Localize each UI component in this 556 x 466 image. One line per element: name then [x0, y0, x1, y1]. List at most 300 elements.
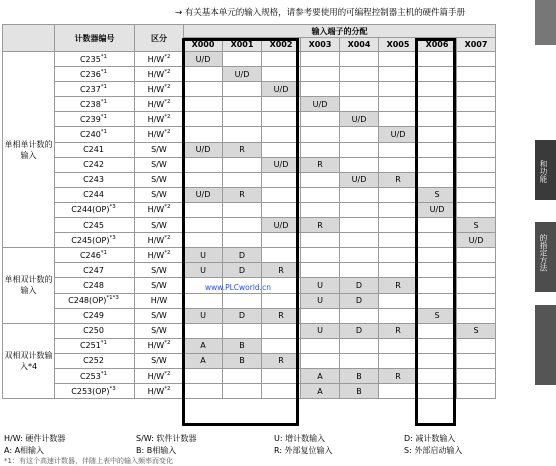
side-tab-dark[interactable]: [535, 0, 556, 45]
counter-category: [135, 82, 184, 97]
input-cell-x003: [301, 233, 340, 248]
counter-name: [55, 263, 135, 278]
table-row: [3, 218, 496, 233]
counter-category: [135, 202, 184, 217]
input-cell-x003: R: [301, 157, 340, 172]
counter-name: [55, 202, 135, 217]
counter-category: [135, 218, 184, 233]
input-cell-x004: [340, 52, 379, 67]
input-cell-x001: [223, 52, 262, 67]
header-input-x007: X007: [457, 38, 496, 52]
counter-name: [55, 384, 135, 399]
input-cell-x006: [418, 233, 457, 248]
input-cell-x004: [340, 142, 379, 157]
legend-b: B: B相输入: [136, 446, 177, 455]
counter-category-text: H/W: [147, 130, 165, 140]
header-blank: [3, 25, 55, 52]
input-cell-x004: [340, 202, 379, 217]
input-cell-x004: U/D: [340, 112, 379, 127]
input-cell-x003: A: [301, 384, 340, 399]
counter-name: [55, 52, 135, 67]
input-cell-x003: [301, 82, 340, 97]
counter-category: [135, 368, 184, 383]
input-cell-x004: [340, 353, 379, 368]
table-row: [3, 52, 496, 67]
input-cell-x006: [418, 353, 457, 368]
counter-note-sup: *1: [100, 83, 108, 90]
input-cell-x006: [418, 278, 457, 293]
counter-name: [55, 157, 135, 172]
input-cell-x003: [301, 308, 340, 323]
counter-note-sup: *3: [109, 385, 116, 392]
input-cell-x005: U/D: [379, 127, 418, 142]
counter-note-sup: *1: [100, 113, 108, 120]
header-counter-no: 计数器编号: [55, 25, 135, 52]
table-row: [3, 67, 496, 82]
input-cell-x004: B: [340, 384, 379, 399]
input-cell-x004: D: [340, 293, 379, 308]
counter-name: [55, 142, 135, 157]
input-cell-x001: [223, 127, 262, 142]
counter-category-text: H/W: [150, 296, 168, 306]
input-cell-x000: [184, 368, 223, 383]
table-row: [3, 384, 496, 399]
counter-note-sup: *1: [100, 370, 108, 377]
input-cell-x005: [379, 187, 418, 202]
legend-r: R: 外部复位输入: [274, 446, 333, 455]
counter-name-text: C246: [79, 250, 101, 260]
counter-name: [55, 293, 135, 308]
counter-category: [135, 157, 184, 172]
input-cell-x002: [262, 172, 301, 187]
input-cell-x000: [184, 323, 223, 338]
input-cell-x000: A: [184, 353, 223, 368]
counter-name: [55, 187, 135, 202]
input-cell-x004: [340, 127, 379, 142]
input-cell-x006: [418, 368, 457, 383]
input-cell-x001: [223, 323, 262, 338]
input-cell-x000: U: [184, 248, 223, 263]
side-tab-lower[interactable]: [535, 305, 556, 385]
counter-category-text: S/W: [151, 356, 167, 366]
input-cell-x005: [379, 338, 418, 353]
input-cell-x005: R: [379, 172, 418, 187]
counter-name: [55, 112, 135, 127]
input-cell-x000: [184, 112, 223, 127]
input-cell-x001: U/D: [223, 67, 262, 82]
input-cell-x000: [184, 218, 223, 233]
side-tab-label: 的指定方法: [539, 234, 548, 272]
input-cell-x007: [457, 248, 496, 263]
counter-name: [55, 218, 135, 233]
input-cell-x003: [301, 187, 340, 202]
counter-name: [55, 233, 135, 248]
counter-category: [135, 127, 184, 142]
header-input-x006: X006: [418, 38, 457, 52]
input-cell-x001: D: [223, 248, 262, 263]
counter-category: [135, 142, 184, 157]
input-cell-x007: [457, 384, 496, 399]
input-cell-x001: B: [223, 338, 262, 353]
input-cell-x002: [262, 338, 301, 353]
counter-category-text: H/W: [147, 84, 165, 94]
counter-category-text: S/W: [151, 326, 167, 336]
category-note-sup: *2: [164, 113, 171, 120]
counter-name-text: C249: [83, 311, 104, 321]
counter-note-sup: *1: [100, 340, 108, 347]
group-label: 单相双计数的输入: [3, 248, 55, 323]
input-cell-x007: [457, 82, 496, 97]
table-row: [3, 127, 496, 142]
input-cell-x004: [340, 157, 379, 172]
input-cell-x000: U: [184, 263, 223, 278]
header-input-x003: X003: [301, 38, 340, 52]
category-note-sup: *2: [164, 98, 171, 105]
counter-category: [135, 187, 184, 202]
input-cell-x005: [379, 82, 418, 97]
counter-name: [55, 338, 135, 353]
counter-name-text: C244(OP): [71, 205, 110, 215]
side-tab-spec-method[interactable]: [535, 222, 556, 292]
category-note-sup: *2: [164, 340, 171, 347]
input-cell-x003: [301, 112, 340, 127]
input-cell-x007: [457, 172, 496, 187]
counter-name-text: C240: [79, 130, 101, 140]
input-cell-x005: [379, 202, 418, 217]
input-cell-x003: [301, 353, 340, 368]
table-row: [3, 112, 496, 127]
header-input-assign: 输入端子的分配: [184, 25, 496, 38]
side-tab-label: 和功能: [539, 160, 548, 183]
counter-category-text: H/W: [147, 114, 165, 124]
input-cell-x000: U/D: [184, 187, 223, 202]
table-row: [3, 97, 496, 112]
input-cell-x003: [301, 142, 340, 157]
counter-category-text: H/W: [147, 386, 165, 396]
category-note-sup: *2: [164, 370, 171, 377]
counter-category: [135, 308, 184, 323]
input-cell-x005: [379, 353, 418, 368]
counter-note-sup: *1: [100, 53, 108, 60]
category-note-sup: *2: [164, 204, 171, 211]
counter-category: [135, 112, 184, 127]
counter-name: [55, 308, 135, 323]
category-note-sup: *2: [164, 249, 171, 256]
counter-note-sup: *3: [109, 234, 116, 241]
input-cell-x006: [418, 323, 457, 338]
input-cell-x001: [223, 82, 262, 97]
input-cell-x002: [262, 52, 301, 67]
input-cell-x002: [262, 142, 301, 157]
input-cell-x004: [340, 263, 379, 278]
input-cell-x004: [340, 248, 379, 263]
input-cell-x004: [340, 187, 379, 202]
table-row: [3, 187, 496, 202]
input-cell-x001: R: [223, 142, 262, 157]
input-cell-x005: [379, 157, 418, 172]
input-cell-x002: U/D: [262, 157, 301, 172]
header-input-x005: X005: [379, 38, 418, 52]
counter-name-text: C236: [79, 69, 101, 79]
input-cell-x000: A: [184, 338, 223, 353]
counter-category: [135, 293, 184, 308]
counter-name-text: C237: [79, 84, 101, 94]
legend-s: S: 外部启动输入: [404, 446, 463, 455]
input-cell-x005: [379, 97, 418, 112]
input-cell-x004: [340, 67, 379, 82]
input-cell-x005: [379, 67, 418, 82]
table-row: [3, 172, 496, 187]
input-cell-x007: [457, 368, 496, 383]
table-row: [3, 308, 496, 323]
input-cell-x001: [223, 368, 262, 383]
input-cell-x000: [184, 67, 223, 82]
input-cell-x006: [418, 157, 457, 172]
input-cell-x004: [340, 97, 379, 112]
category-note-sup: *2: [164, 68, 171, 75]
table-row: [3, 157, 496, 172]
input-cell-x002: [262, 97, 301, 112]
counter-name-text: C250: [83, 326, 104, 336]
input-cell-x006: [418, 52, 457, 67]
counter-name: [55, 97, 135, 112]
table-row: [3, 233, 496, 248]
input-cell-x001: [223, 293, 262, 308]
input-cell-x005: [379, 308, 418, 323]
input-cell-x004: U/D: [340, 172, 379, 187]
category-note-sup: *2: [164, 385, 171, 392]
counter-name: [55, 67, 135, 82]
counter-category-text: H/W: [147, 371, 165, 381]
category-note-sup: *2: [164, 234, 171, 241]
input-cell-x006: U/D: [418, 202, 457, 217]
input-cell-x006: [418, 218, 457, 233]
input-cell-x005: [379, 384, 418, 399]
legend-u: U: 增计数输入: [274, 434, 326, 443]
counter-note-sup: *1: [100, 98, 108, 105]
counter-name-text: C242: [83, 160, 104, 170]
input-cell-x002: [262, 233, 301, 248]
input-cell-x006: [418, 172, 457, 187]
input-cell-x000: [184, 157, 223, 172]
input-cell-x005: [379, 112, 418, 127]
counter-category: [135, 172, 184, 187]
input-cell-x002: [262, 323, 301, 338]
counter-name-text: C241: [83, 145, 104, 155]
header-category: 区分: [135, 25, 184, 52]
counter-name: [55, 248, 135, 263]
input-cell-x007: U/D: [457, 233, 496, 248]
counter-name: [55, 353, 135, 368]
input-cell-x002: [262, 248, 301, 263]
input-cell-x005: [379, 142, 418, 157]
input-cell-x001: [223, 202, 262, 217]
counter-category-text: S/W: [151, 265, 167, 275]
input-cell-x007: [457, 308, 496, 323]
input-cell-x006: [418, 127, 457, 142]
input-cell-x007: [457, 278, 496, 293]
category-note-sup: *2: [164, 53, 171, 60]
counter-category: [135, 248, 184, 263]
input-cell-x005: [379, 293, 418, 308]
group-label: 双相双计数输入*4: [3, 323, 55, 398]
counter-note-sup: *1: [100, 129, 108, 136]
counter-category: [135, 338, 184, 353]
input-cell-x002: R: [262, 308, 301, 323]
input-cell-x005: [379, 233, 418, 248]
counter-category: [135, 52, 184, 67]
input-cell-x007: [457, 52, 496, 67]
input-cell-x000: U/D: [184, 52, 223, 67]
counter-name: [55, 323, 135, 338]
counter-name-text: C243: [83, 175, 104, 185]
counter-name: [55, 82, 135, 97]
watermark: www.PLCworld.cn: [205, 283, 271, 292]
counter-category-text: S/W: [151, 220, 167, 230]
counter-name-text: C248(OP): [68, 296, 107, 306]
legend-a: A: A相输入: [4, 446, 45, 455]
table-row: [3, 293, 496, 308]
input-cell-x005: R: [379, 278, 418, 293]
counter-category-text: S/W: [151, 175, 167, 185]
input-cell-x001: [223, 233, 262, 248]
input-cell-x004: [340, 308, 379, 323]
input-cell-x001: [223, 218, 262, 233]
counter-category-text: H/W: [147, 250, 165, 260]
input-cell-x002: [262, 368, 301, 383]
counter-name: [55, 368, 135, 383]
input-cell-x005: R: [379, 323, 418, 338]
input-cell-x005: [379, 52, 418, 67]
table-row: [3, 248, 496, 263]
counter-name-text: C253(OP): [71, 386, 110, 396]
input-cell-x002: [262, 67, 301, 82]
top-note: → 有关基本单元的输入规格，请参考要使用的可编程控制器主机的硬件篇手册: [175, 8, 466, 18]
input-cell-x002: U/D: [262, 218, 301, 233]
counter-category: [135, 263, 184, 278]
header-input-x004: X004: [340, 38, 379, 52]
input-cell-x004: [340, 233, 379, 248]
table-row: [3, 338, 496, 353]
input-cell-x000: [184, 293, 223, 308]
input-cell-x000: [184, 127, 223, 142]
input-cell-x006: [418, 82, 457, 97]
input-cell-x001: D: [223, 308, 262, 323]
input-cell-x007: [457, 187, 496, 202]
counter-category-text: S/W: [151, 145, 167, 155]
input-cell-x006: [418, 142, 457, 157]
counter-note-sup: *3: [109, 204, 116, 211]
input-cell-x005: [379, 263, 418, 278]
counter-category: [135, 353, 184, 368]
input-cell-x006: S: [418, 187, 457, 202]
input-cell-x002: [262, 384, 301, 399]
input-cell-x006: [418, 67, 457, 82]
input-cell-x002: [262, 127, 301, 142]
input-cell-x005: R: [379, 368, 418, 383]
counter-name: [55, 278, 135, 293]
counter-name-text: C245: [83, 220, 104, 230]
counter-category: [135, 278, 184, 293]
category-note-sup: *2: [164, 83, 171, 90]
counter-category: [135, 323, 184, 338]
input-cell-x007: [457, 67, 496, 82]
input-cell-x004: [340, 218, 379, 233]
input-cell-x001: B: [223, 353, 262, 368]
input-cell-x007: [457, 338, 496, 353]
input-cell-x001: [223, 112, 262, 127]
footnote: *1：有这个高速计数器，伴随上表中的输入频率而变化: [4, 457, 173, 465]
input-cell-x003: [301, 52, 340, 67]
input-cell-x007: [457, 157, 496, 172]
header-input-x002: X002: [262, 38, 301, 52]
counter-name-text: C245(OP): [71, 235, 110, 245]
input-cell-x006: [418, 293, 457, 308]
counter-name-text: C244: [83, 190, 104, 200]
input-cell-x007: [457, 142, 496, 157]
input-cell-x002: [262, 187, 301, 202]
input-cell-x000: [184, 384, 223, 399]
table-row: [3, 142, 496, 157]
table-row: [3, 353, 496, 368]
input-cell-x000: U: [184, 308, 223, 323]
input-cell-x002: U/D: [262, 82, 301, 97]
legend-d: D: 减计数输入: [404, 434, 456, 443]
input-cell-x003: U: [301, 278, 340, 293]
counter-name-text: C248: [83, 280, 104, 290]
counter-name: [55, 127, 135, 142]
input-cell-x007: [457, 112, 496, 127]
input-cell-x003: [301, 338, 340, 353]
input-cell-x003: A: [301, 368, 340, 383]
legend-hw: H/W: 硬件计数器: [4, 434, 66, 443]
input-cell-x005: [379, 248, 418, 263]
header-input-x001: X001: [223, 38, 262, 52]
counter-category: [135, 97, 184, 112]
input-cell-x000: [184, 82, 223, 97]
input-cell-x003: [301, 202, 340, 217]
input-cell-x003: U/D: [301, 97, 340, 112]
input-cell-x006: [418, 263, 457, 278]
input-cell-x002: [262, 202, 301, 217]
counter-name-text: C235: [79, 54, 101, 64]
input-cell-x007: [457, 127, 496, 142]
table-row: [3, 263, 496, 278]
input-cell-x004: D: [340, 278, 379, 293]
input-cell-x004: [340, 82, 379, 97]
table-row: [3, 202, 496, 217]
counter-name-text: C253: [79, 371, 101, 381]
side-tab-functions[interactable]: [535, 140, 556, 200]
input-cell-x000: U/D: [184, 142, 223, 157]
table-row: [3, 323, 496, 338]
input-cell-x007: [457, 202, 496, 217]
input-cell-x001: R: [223, 187, 262, 202]
group-label: 单相单计数的输入: [3, 52, 55, 248]
legend-sw: S/W: 软件计数器: [136, 434, 197, 443]
input-cell-x000: [184, 202, 223, 217]
counter-category-text: H/W: [147, 54, 165, 64]
counter-name-text: C238: [79, 99, 101, 109]
counter-name-text: C252: [83, 356, 104, 366]
input-cell-x003: [301, 127, 340, 142]
counter-category-text: H/W: [147, 235, 165, 245]
input-cell-x002: R: [262, 353, 301, 368]
counter-name-text: C247: [83, 265, 104, 275]
input-cell-x006: [418, 248, 457, 263]
counter-note-sup: *1: [100, 68, 108, 75]
input-cell-x000: [184, 233, 223, 248]
